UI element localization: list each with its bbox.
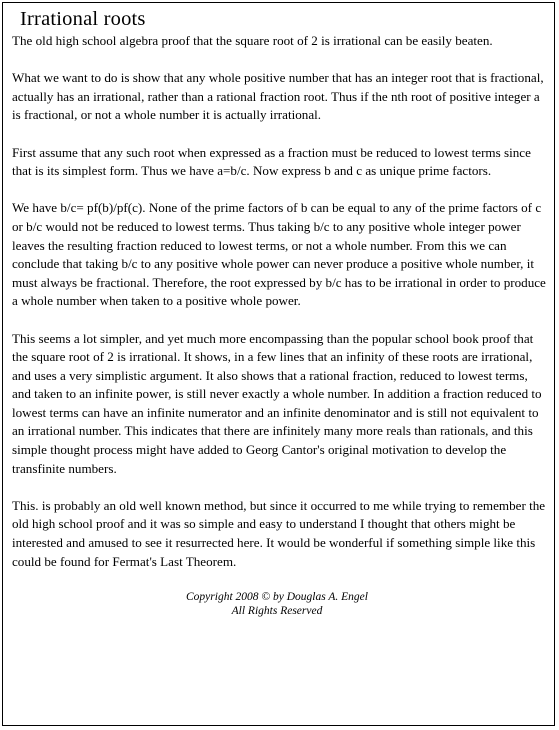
paragraph-discussion: This seems a lot simpler, and yet much more encompassing than the popular school book proof that the square root of 2 is irrational. It shows, in a few lines that an infinity of these roots are irrational, and uses a very simplistic argument. It also shows that a rational fraction, reduced to lowest terms, and taken to an infinite power, is still never exactly a whole number. In addition a fraction reduced to lowest terms can have an infinite numerator and an infinite denominator and is still not equivalent to an irrational number. This indicates that there are infinitely many more reals than rationals, and this simple thought process might have added to Georg Cantor's original motivation to develop the transfinite numbers. bbox=[12, 330, 542, 476]
copyright-text: Copyright 2008 © by Douglas A. Engel bbox=[186, 590, 368, 603]
rights-text: All Rights Reserved bbox=[231, 605, 323, 618]
page-title: Irrational roots bbox=[20, 8, 146, 30]
article bbox=[12, 6, 548, 619]
paragraph-assumption: First assume that any such root when expressed as a fraction must be reduced to lowest terms since that is its simplest form. Thus we have a=b/c. Now express b and c as unique prime factors. bbox=[12, 144, 531, 179]
paragraph-closing: This. is probably an old well known method, but since it occurred to me while trying to remember the old high school proof and it was so simple and easy to understand I thought that others might be interested and amused to see it resurrected here. It would be wonderful if something simple like this could be found for Fermat's Last Theorem. bbox=[12, 497, 546, 569]
copyright-footer bbox=[12, 590, 548, 619]
paragraph-intro: The old high school algebra proof that the square root of 2 is irrational can be easily beaten. bbox=[12, 33, 493, 48]
paragraph-proof: We have b/c= pf(b)/pf(c). None of the prime factors of b can be equal to any of the prime factors of c or b/c would not be reduced to lowest terms. Thus taking b/c to any positive whole integer power leaves the resulting fraction reduced to lowest terms, or not a whole number. From this we can conclude that taking b/c to any positive whole power can never produce a positive whole number, it must always be fractional. Therefore, the root expressed by b/c has to be irrational in order to produce a whole number when taken to a positive whole power. bbox=[12, 200, 546, 309]
paragraph-goal: What we want to do is show that any whole positive number that has an integer root that is fractional, actually has an irrational, rather than a rational fraction root. Thus if the nth root of positive integer a is fractional, or not a whole number it is actually irrational. bbox=[12, 70, 544, 123]
